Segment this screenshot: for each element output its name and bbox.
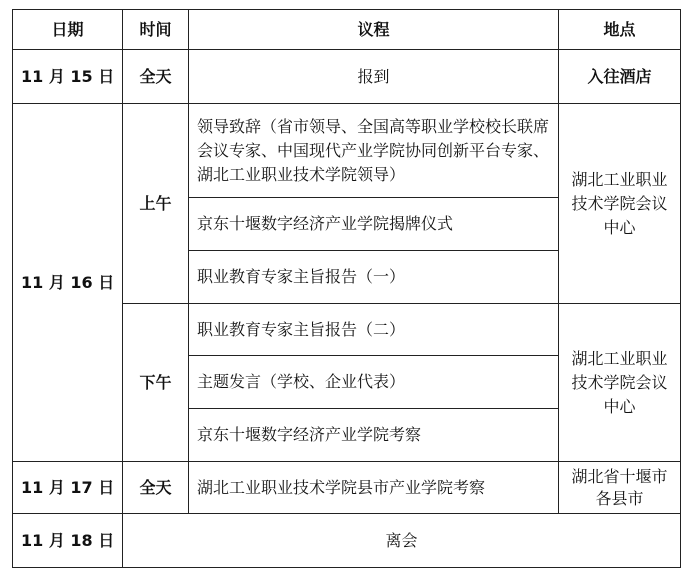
table-row (13, 104, 681, 198)
agenda-cell: 京东十堰数字经济产业学院揭牌仪式 (189, 198, 559, 251)
time-cell: 上午 (123, 104, 189, 304)
schedule-table (12, 9, 681, 568)
table-row (13, 514, 681, 568)
time-cell: 全天 (123, 50, 189, 104)
header-row (13, 10, 681, 50)
agenda-cell: 报到 (189, 50, 559, 104)
header-venue: 地点 (559, 10, 681, 50)
table-row (13, 50, 681, 104)
venue-cell: 入往酒店 (559, 50, 681, 104)
venue-cell: 湖北工业职业技术学院会议中心 (559, 304, 681, 462)
agenda-cell: 湖北工业职业技术学院县市产业学院考察 (189, 462, 559, 514)
date-cell: 11 月 17 日 (13, 462, 123, 514)
agenda-cell: 职业教育专家主旨报告（二） (189, 304, 559, 356)
agenda-cell: 领导致辞（省市领导、全国高等职业学校校长联席会议专家、中国现代产业学院协同创新平台专家、湖北工业职业技术学院领导） (189, 104, 559, 198)
header-time: 时间 (123, 10, 189, 50)
date-cell: 11 月 16 日 (13, 104, 123, 462)
time-cell: 下午 (123, 304, 189, 462)
agenda-cell: 京东十堰数字经济产业学院考察 (189, 409, 559, 462)
header-date: 日期 (13, 10, 123, 50)
agenda-cell: 职业教育专家主旨报告（一） (189, 251, 559, 304)
date-cell: 11 月 18 日 (13, 514, 123, 568)
header-agenda: 议程 (189, 10, 559, 50)
date-cell: 11 月 15 日 (13, 50, 123, 104)
time-cell: 全天 (123, 462, 189, 514)
agenda-cell: 离会 (123, 514, 681, 568)
table-row (13, 462, 681, 514)
agenda-cell: 主题发言（学校、企业代表） (189, 356, 559, 409)
venue-cell: 湖北工业职业技术学院会议中心 (559, 104, 681, 304)
venue-cell: 湖北省十堰市各县市 (559, 462, 681, 514)
